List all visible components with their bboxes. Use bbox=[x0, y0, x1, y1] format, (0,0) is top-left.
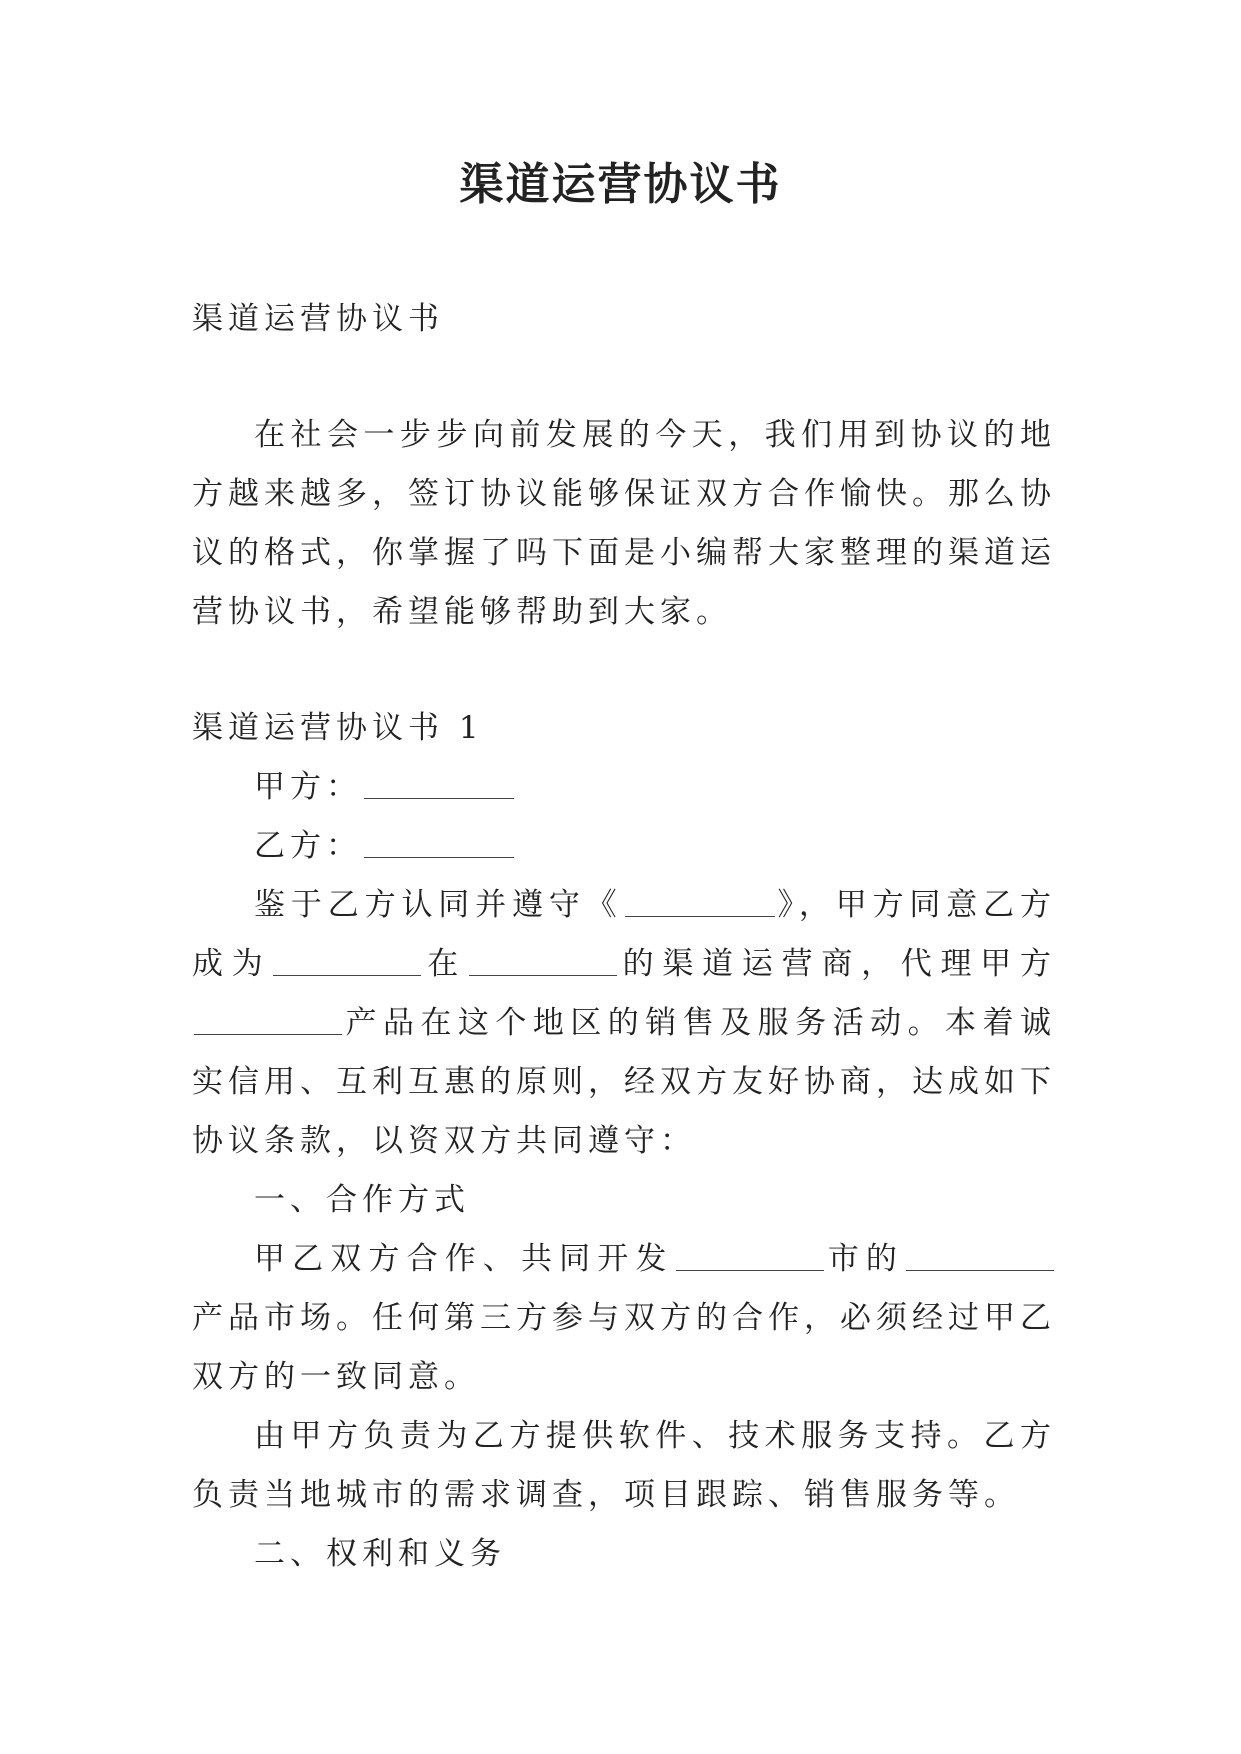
city-blank bbox=[676, 1242, 824, 1271]
cooperation-text-1: 甲乙双方合作、共同开发 bbox=[254, 1241, 674, 1277]
market-product-blank bbox=[906, 1242, 1054, 1271]
intro-paragraph: 在社会一步步向前发展的今天，我们用到协议的地方越来越多，签订协议能够保证双方合作愉快。那么协议的格式，你掌握了吗下面是小编帮大家整理的渠道运营协议书，希望能够帮助到大家。 bbox=[192, 417, 1056, 630]
agreement-text-2: 》，甲方同意乙方成为 bbox=[192, 887, 1057, 982]
responsibility-paragraph: 由甲方负责为乙方提供软件、技术服务支持。乙方负责当地城市的需求调查，项目跟踪、销售服务等。 bbox=[192, 1418, 1056, 1513]
party-a-line bbox=[192, 758, 1056, 817]
document-title: 渠道运营协议书 bbox=[459, 159, 782, 210]
agreement-text-5: 产品在这个地区的销售及服务活动。本着诚实信用、互利互惠的原则，经双方友好协商，达成如下协议条款，以资双方共同遵守： bbox=[192, 1005, 1056, 1159]
party-a-blank bbox=[364, 770, 514, 799]
heading-rights: 二、权利和义务 bbox=[254, 1536, 506, 1572]
heading-cooperation: 一、合作方式 bbox=[254, 1182, 470, 1218]
agreement-name-blank bbox=[625, 888, 775, 917]
agreement-text-3: 在 bbox=[423, 946, 467, 982]
operator-name-blank bbox=[273, 947, 421, 976]
cooperation-text-2: 市的 bbox=[825, 1241, 905, 1277]
party-b-blank bbox=[364, 829, 514, 858]
product-blank bbox=[194, 1006, 342, 1035]
cooperation-text-3: 产品市场。任何第三方参与双方的合作，必须经过甲乙双方的一致同意。 bbox=[192, 1300, 1056, 1395]
agreement-text-1: 鉴于乙方认同并遵守《 bbox=[254, 887, 623, 923]
cooperation-paragraph bbox=[192, 1230, 1056, 1407]
document-subtitle: 渠道运营协议书 bbox=[192, 301, 444, 337]
agreement-paragraph bbox=[192, 876, 1056, 1171]
party-b-label: 乙方： bbox=[254, 828, 362, 864]
document-body bbox=[192, 290, 1056, 1584]
region-blank bbox=[469, 947, 617, 976]
agreement-text-4: 的渠道运营商，代理甲方 bbox=[618, 946, 1057, 982]
party-b-line bbox=[192, 817, 1056, 876]
party-a-label: 甲方： bbox=[254, 769, 362, 805]
section-title: 渠道运营协议书 1 bbox=[192, 710, 484, 746]
